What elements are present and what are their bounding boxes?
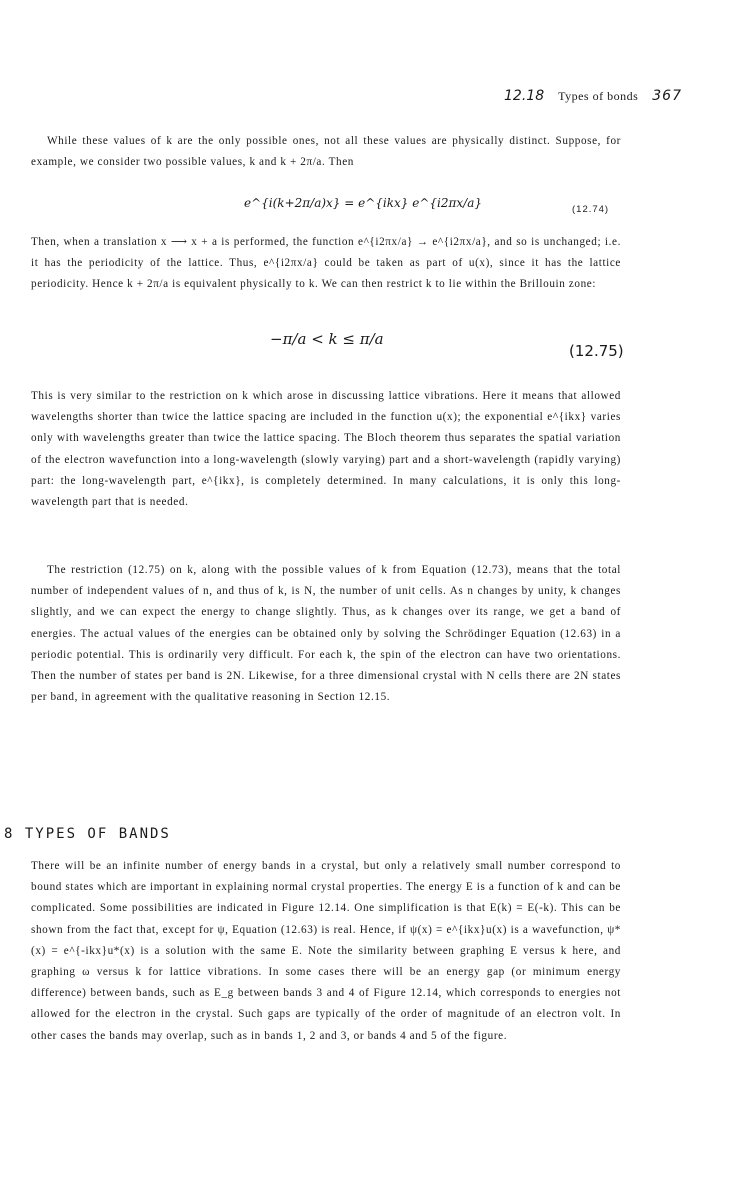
section-heading: 8 TYPES OF BANDS (4, 825, 171, 842)
paragraph-restriction: This is very similar to the restriction on k which arose in discussing lattice vibrations. Here it means that allowed wavelengths shorter than twice the lattice spacing are included in the function u(x); the exponential e^{ikx} varies only with wavelengths greater than twice the lattice spacing. The Bloch theorem thus separates the spatial variation of the electron wavefunction into a long-wavelength (slowly varying) part and a short-wavelength (rapidly varying) part: the long-wavelength part, e^{ikx}, is completely determined. In many calculations, it is only this long-wavelength part that is needed. (31, 390, 621, 509)
paragraph-band-count: The restriction (12.75) on k, along with the possible values of k from Equation (12.73), means that the total number of independent values of n, and thus of k, is N, the number of unit cells. As n changes by unity, k changes slightly, and we can expect the energy to change slightly. Thus, as k changes over its range, we get a band of energies. The actual values of the energies can be obtained only by solving the Schrödinger Equation (12.63) in a periodic potential. This is ordinarily very difficult. For each k, the spin of the electron can have two orientations. Then the number of states per band is 2N. Likewise, for a three dimensional crystal with N cells there are 2N states per band, in agreement with the qualitative reasoning in Section 12.15. (31, 564, 621, 704)
equation-12-74: e^{i(k+2π/a)x} = e^{ikx} e^{i2πx/a} (244, 196, 482, 210)
paragraph-intro: While these values of k are the only possible ones, not all these values are physically distinct. Suppose, for example, we consider two possible values, k and k + 2π/a. Then (31, 135, 621, 169)
page-number: 367 (652, 88, 682, 104)
paragraph-translation: Then, when a translation x ⟶ x + a is performed, the function e^{i2πx/a} → e^{i2πx/a}, and so is unchanged; i.e. it has the periodicity of the lattice. Thus, e^{i2πx/a} could be taken as part of u(x), since it has the lattice periodicity. Hence k + 2π/a is equivalent physically to k. We can then restrict k to lie within the Brillouin zone: (31, 236, 621, 291)
section-number: 12.18 (504, 88, 545, 104)
running-header (504, 88, 682, 104)
paragraph-types-of-bands: There will be an infinite number of energy bands in a crystal, but only a relatively small number correspond to bound states which are important in explaining normal crystal properties. The energy E is a function of k and can be complicated. Some possibilities are indicated in Figure 12.14. One simplification is that E(k) = E(-k). This can be shown from the fact that, except for ψ, Equation (12.63) is real. Hence, if ψ(x) = e^{ikx}u(x) is a wavefunction, ψ*(x) = e^{-ikx}u*(x) is a solution with the same E. Note the similarity between graphing E versus k here, and graphing ω versus k for lattice vibrations. In some cases there will be an energy gap (or minimum energy difference) between bands, such as E_g between bands 3 and 4 of Figure 12.14, which corresponds to energies not allowed for the electron in the crystal. Such gaps are typically of the order of magnitude of an electron volt. In other cases the bands may overlap, such as in bands 1, 2 and 3, or bands 4 and 5 of the figure. (31, 860, 621, 1042)
equation-number-12-75: (12.75) (569, 342, 624, 360)
section-title: Types of bonds (558, 89, 639, 103)
equation-12-75: −π/a < k ≤ π/a (270, 330, 384, 348)
equation-number-12-74: (12.74) (572, 204, 610, 215)
